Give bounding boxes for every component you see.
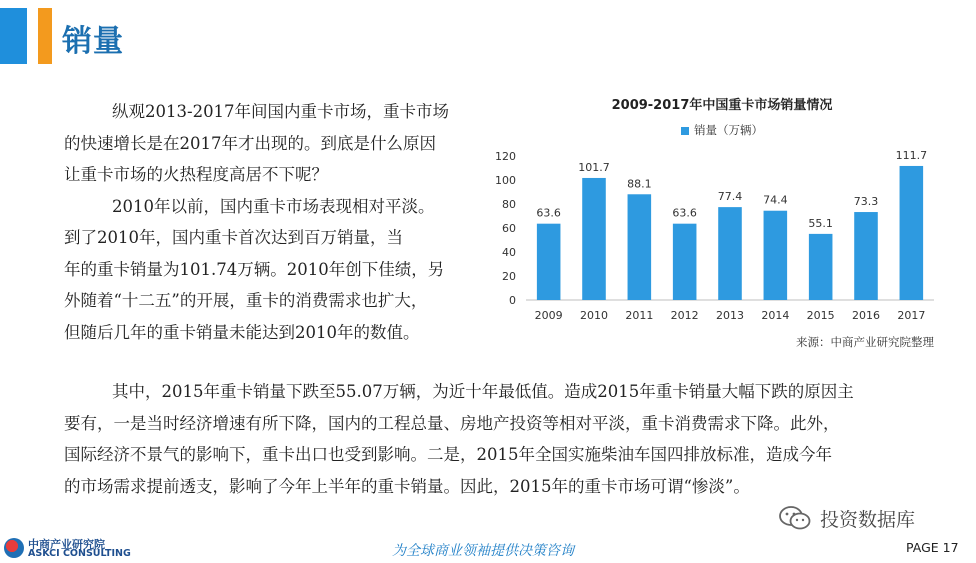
text-line: 纵观2013-2017年间国内重卡市场，重卡市场 [112, 102, 450, 121]
company-logo [4, 536, 144, 560]
header-accent-bar-orange [38, 8, 52, 64]
x-tick-label: 2017 [897, 309, 926, 322]
chart-title: 2009-2017年中国重卡市场销量情况 [611, 98, 833, 113]
bar-2013 [718, 207, 742, 300]
bar-2014 [764, 211, 788, 300]
text-line: 让重卡市场的火热程度高居不下呢？ [64, 165, 328, 184]
bar-2015 [809, 234, 833, 300]
header-accent-bar-blue [0, 8, 27, 64]
y-tick-label: 100 [495, 174, 516, 187]
x-tick-label: 2014 [761, 309, 790, 322]
logo-name-en: ASKCI CONSULTING [28, 548, 131, 559]
bar-2010 [582, 178, 606, 300]
paragraph-intro [64, 96, 496, 348]
text-line: 2010年以前，国内重卡市场表现相对平淡。 [112, 196, 435, 216]
bar-2017 [900, 166, 924, 300]
paragraph-analysis [64, 376, 944, 502]
text-line: 到了2010年，国内重卡首次达到百万销量，当 [64, 228, 403, 247]
text-line: 其中，2015年重卡销量下跌至55.07万辆，为近十年最低值。造成2015年重卡销量大幅下跌的原因主 [112, 382, 854, 401]
text-line: 国际经济不景气的影响下，重卡出口也受到影响。二是，2015年全国实施柴油车国四排放标准，造成今年 [64, 445, 832, 464]
data-label: 74.4 [763, 193, 788, 207]
text-line: 年的重卡销量为101.74万辆。2010年创下佳绩，另 [64, 259, 445, 279]
y-tick-label: 60 [502, 222, 516, 235]
data-label: 73.3 [853, 195, 879, 209]
y-tick-label: 0 [509, 294, 516, 307]
data-label: 101.7 [578, 160, 610, 174]
bar-2012 [673, 224, 697, 300]
sales-chart [492, 86, 952, 361]
text-line: 的市场需求提前透支，影响了今年上半年的重卡销量。因此，2015年的重卡市场可谓“惨淡”。 [64, 476, 750, 496]
watermark-text: 投资数据库 [820, 508, 916, 531]
text-line: 外随着“十二五”的开展，重卡的消费需求也扩大， [64, 291, 428, 310]
y-tick-label: 20 [502, 270, 516, 283]
text-line: 要有，一是当时经济增速有所下降，国内的工程总量、房地产投资等相对平淡，重卡消费需求下降。此外， [64, 413, 840, 433]
wechat-icon [778, 505, 812, 531]
chart-plot-area [492, 86, 952, 331]
y-tick-label: 120 [495, 150, 516, 163]
data-label: 63.6 [672, 206, 697, 220]
footer-slogan: 为全球商业领袖提供决策咨询 [392, 543, 574, 559]
wechat-watermark [778, 503, 915, 533]
x-tick-label: 2013 [716, 309, 744, 322]
bar-2016 [854, 212, 878, 300]
x-tick-label: 2015 [806, 309, 835, 322]
bar-2009 [537, 224, 561, 300]
y-tick-label: 80 [502, 198, 516, 211]
data-label: 63.6 [536, 206, 561, 220]
text-line: 但随后几年的重卡销量未能达到2010年的数值。 [64, 322, 420, 342]
logo-name-cn: 中商产业研究院 [28, 538, 105, 551]
y-tick-label: 40 [502, 246, 516, 259]
data-label: 88.1 [627, 177, 652, 191]
legend-label: 销量（万辆） [694, 123, 763, 137]
x-tick-label: 2016 [852, 309, 880, 322]
data-label: 77.4 [717, 190, 743, 204]
data-label: 111.7 [895, 148, 928, 162]
x-tick-label: 2012 [670, 309, 699, 322]
text-line: 的快速增长是在2017年才出现的。到底是什么原因 [64, 133, 436, 153]
logo-mark-icon [4, 538, 24, 558]
x-tick-label: 2010 [580, 309, 608, 322]
chart-source: 来源：中商产业研究院整理 [796, 335, 934, 349]
x-tick-label: 2009 [534, 309, 563, 322]
page-title: 销量 [62, 24, 124, 59]
data-label: 55.1 [808, 216, 833, 230]
bar-2011 [628, 194, 652, 300]
x-tick-label: 2011 [625, 309, 654, 322]
page-number: PAGE 17 [906, 540, 959, 555]
